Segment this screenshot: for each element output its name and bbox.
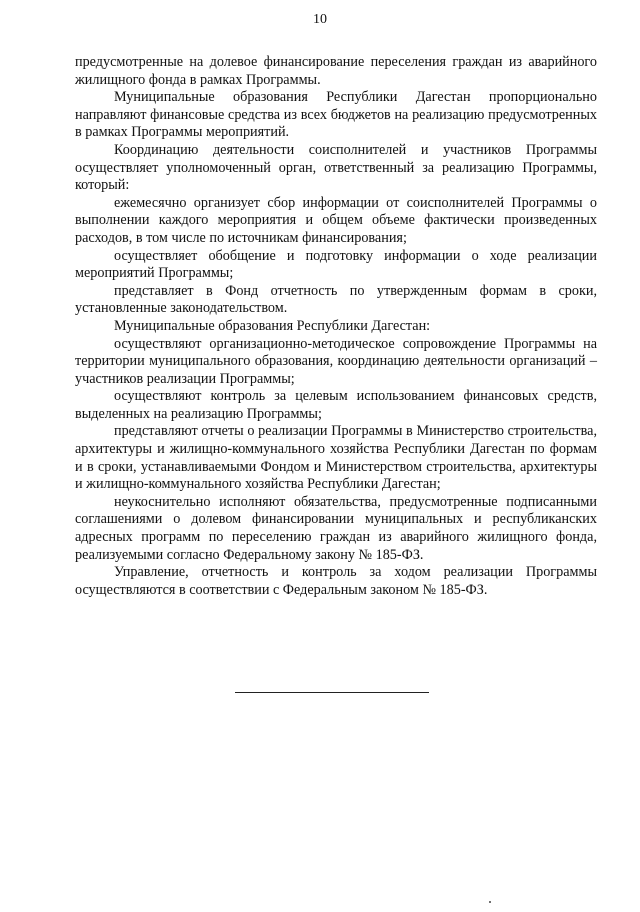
paragraph-monthly-collection: ежемесячно организует сбор информации от соисполнителей Программы о выполнении каждого мероприятия и общем объеме фактически произведенных расходов, в том числе по источникам финансирования; [75,194,597,246]
paragraph-coordination: Координацию деятельности соисполнителей и участников Программы осуществляет уполномоченный орган, ответственный за реализацию Программы, который: [75,141,597,194]
paragraph-methodical-support: осуществляют организационно-методическое сопровождение Программы на территории муниципального образования, координацию деятельности организаций – участников реализации Программы; [75,335,597,387]
paragraph-control-funds: осуществляют контроль за целевым использованием финансовых средств, выделенных на реализацию Программы; [75,388,597,422]
paragraph-municipal-heading: Муниципальные образования Республики Дагестан: [114,317,431,334]
paragraph-obligations: неукоснительно исполняют обязательства, предусмотренные подписанными соглашениями о долевом финансировании муниципальных и республиканских адресных программ по переселению граждан из аварийного жилищного фонда, реализуемыми согласно Федеральному закону № 185-ФЗ. [75,493,597,563]
end-divider-line [235,692,429,693]
paragraph-management: Управление, отчетность и контроль за ходом реализации Программы осуществляются в соответствии с Федеральным законом № 185-ФЗ. [75,564,597,598]
paragraph-reports-ministry: представляют отчеты о реализации Программы в Министерство строительства, архитектуры и жилищно-коммунального хозяйства Республики Дагестан по формам и в сроки, устанавливаемыми Фондом и Министерством строительства, архитектуры и жилищно-коммунального хозяйства Республики Дагестан; [75,423,597,493]
scan-speck [489,901,491,903]
paragraph-continuation: предусмотренные на долевое финансирование переселения граждан из аварийного жилищного фонда в рамках Программы. [75,54,597,88]
page-number: 10 [313,12,327,27]
paragraph-summary: осуществляет обобщение и подготовку информации о ходе реализации мероприятий Программы; [75,247,597,282]
paragraph-municipal-funding: Муниципальные образования Республики Дагестан пропорционально направляют финансовые средства из всех бюджетов на реализацию предусмотренных в рамках Программы мероприятий. [75,89,597,141]
document-body [75,54,597,599]
paragraph-reporting-fund: представляет в Фонд отчетность по утвержденным формам в сроки, установленные законодательством. [75,282,597,317]
